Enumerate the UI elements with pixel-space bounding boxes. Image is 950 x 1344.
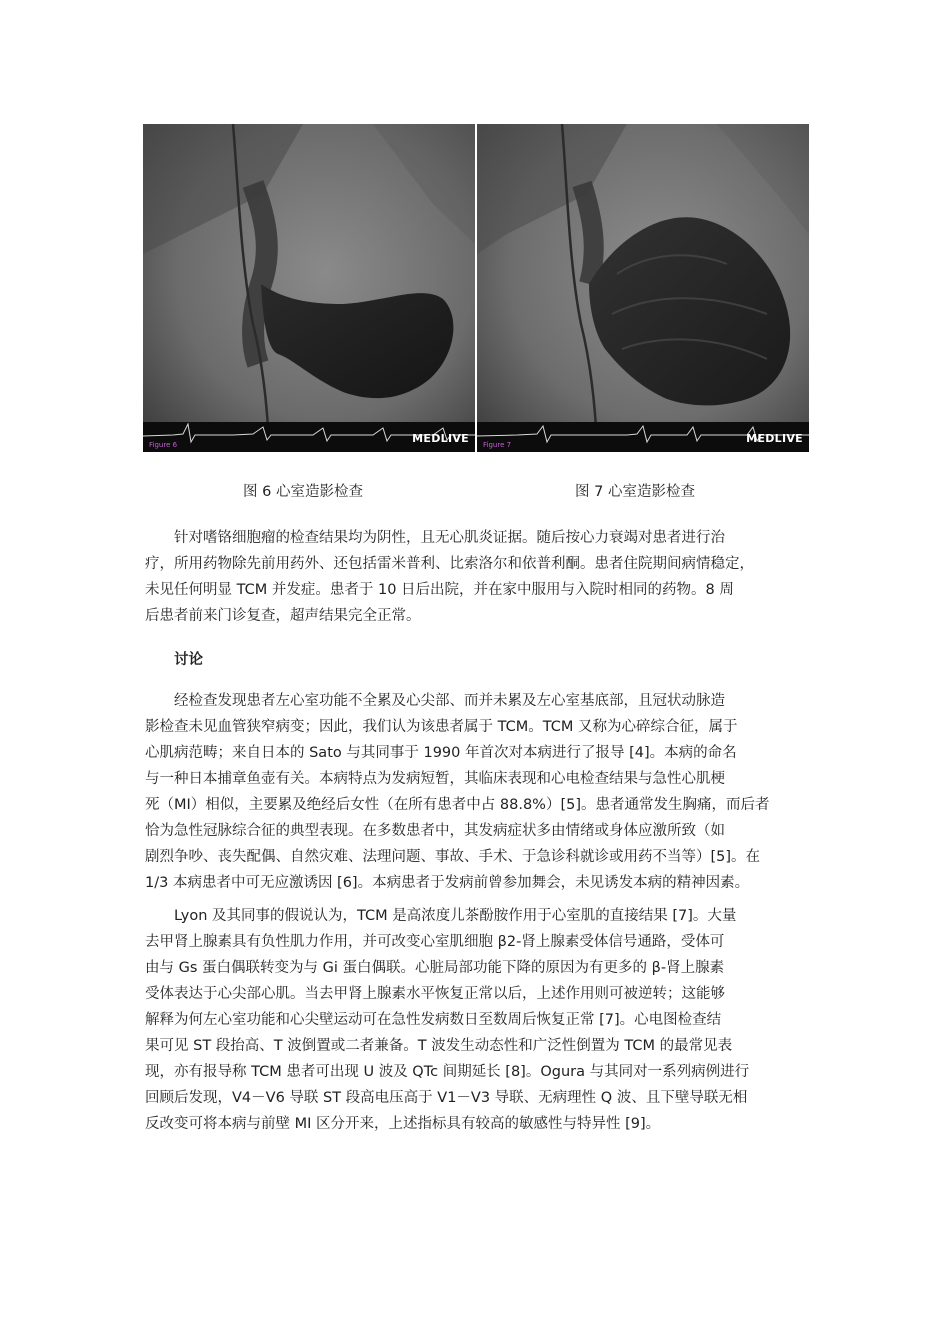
text-line: 未见任何明显 TCM 并发症。患者于 10 日后出院，并在家中服用与入院时相同的药物。8 周 bbox=[145, 582, 734, 598]
angiogram-image-6 bbox=[143, 124, 475, 452]
paragraph-discussion-2 bbox=[145, 903, 815, 1137]
text-line: 解释为何左心室功能和心尖壁运动可在急性发病数日至数周后恢复正常 [7]。心电图检查结 bbox=[145, 1012, 722, 1028]
paragraph bbox=[145, 688, 815, 896]
text-line: 剧烈争吵、丧失配偶、自然灾难、法理问题、事故、手术、于急诊科就诊或用药不当等）[5]。在 bbox=[145, 849, 761, 865]
text-line: 经检查发现患者左心室功能不全累及心尖部、而并未累及左心室基底部，且冠状动脉造 bbox=[174, 693, 725, 709]
text-line: Lyon 及其同事的假说认为，TCM 是高浓度儿茶酚胺作用于心室肌的直接结果 [7]。大量 bbox=[174, 908, 737, 924]
text-line: 疗，所用药物除先前用药外、还包括雷米普利、比索洛尔和依普利酮。患者住院期间病情稳定， bbox=[145, 556, 754, 572]
angiogram-figure-6 bbox=[143, 124, 475, 452]
figure-caption-7: 图 7 心室造影检查 bbox=[575, 484, 695, 500]
text-line: 去甲肾上腺素具有负性肌力作用，并可改变心室肌细胞 β2-肾上腺素受体信号通路，受体可 bbox=[145, 934, 725, 950]
text-line: 果可见 ST 段抬高、T 波倒置或二者兼备。T 波发生动态性和广泛性倒置为 TCM 的最常见表 bbox=[145, 1038, 733, 1054]
text-line: 影检查未见血管狭窄病变；因此，我们认为该患者属于 TCM。TCM 又称为心碎综合征，属于 bbox=[145, 719, 738, 735]
paragraph bbox=[145, 903, 815, 1137]
text-line: 反改变可将本病与前壁 MI 区分开来，上述指标具有较高的敏感性与特异性 [9]。 bbox=[145, 1116, 661, 1132]
watermark: MEDLIVE bbox=[746, 432, 803, 445]
text-line: 死（MI）相似，主要累及绝经后女性（在所有患者中占 88.8%）[5]。患者通常发生胸痛，而后者 bbox=[145, 797, 770, 813]
figure-caption-6: 图 6 心室造影检查 bbox=[243, 484, 363, 500]
text-line: 针对嗜铬细胞瘤的检查结果均为阴性，且无心肌炎证据。随后按心力衰竭对患者进行治 bbox=[174, 530, 725, 546]
text-line: 心肌病范畴；来自日本的 Sato 与其同事于 1990 年首次对本病进行了报导 [4]。本病的命名 bbox=[145, 745, 737, 761]
paragraph-treatment bbox=[145, 525, 815, 629]
figure-captions bbox=[0, 480, 950, 502]
text-line: 后患者前来门诊复查，超声结果完全正常。 bbox=[145, 608, 421, 624]
text-line: 1/3 本病患者中可无应激诱因 [6]。本病患者于发病前曾参加舞会，未见诱发本病的精神因素。 bbox=[145, 875, 750, 891]
paragraph-discussion-1 bbox=[145, 688, 815, 896]
figure-tag: Figure 7 bbox=[483, 441, 512, 449]
figure-tag: Figure 6 bbox=[149, 441, 178, 449]
paragraph bbox=[145, 525, 815, 629]
text-line: 与一种日本捕章鱼壶有关。本病特点为发病短暂，其临床表现和心电检查结果与急性心肌梗 bbox=[145, 771, 725, 787]
angiogram-figure-7 bbox=[477, 124, 809, 452]
figure-row bbox=[143, 124, 809, 452]
angiogram-image-7 bbox=[477, 124, 809, 452]
text-line: 由与 Gs 蛋白偶联转变为与 Gi 蛋白偶联。心脏局部功能下降的原因为有更多的 β-肾上腺素 bbox=[145, 960, 725, 976]
watermark: MEDLIVE bbox=[412, 432, 469, 445]
section-heading-discussion: 讨论 bbox=[174, 652, 203, 668]
text-line: 受体表达于心尖部心肌。当去甲肾上腺素水平恢复正常以后，上述作用则可被逆转；这能够 bbox=[145, 986, 725, 1002]
text-line: 现，亦有报导称 TCM 患者可出现 U 波及 QTc 间期延长 [8]。Ogura 与其同对一系列病例进行 bbox=[145, 1064, 750, 1080]
text-line: 恰为急性冠脉综合征的典型表现。在多数患者中，其发病症状多由情绪或身体应激所致（如 bbox=[145, 823, 725, 839]
text-line: 回顾后发现，V4－V6 导联 ST 段高电压高于 V1－V3 导联、无病理性 Q 波、且下壁导联无相 bbox=[145, 1090, 748, 1106]
